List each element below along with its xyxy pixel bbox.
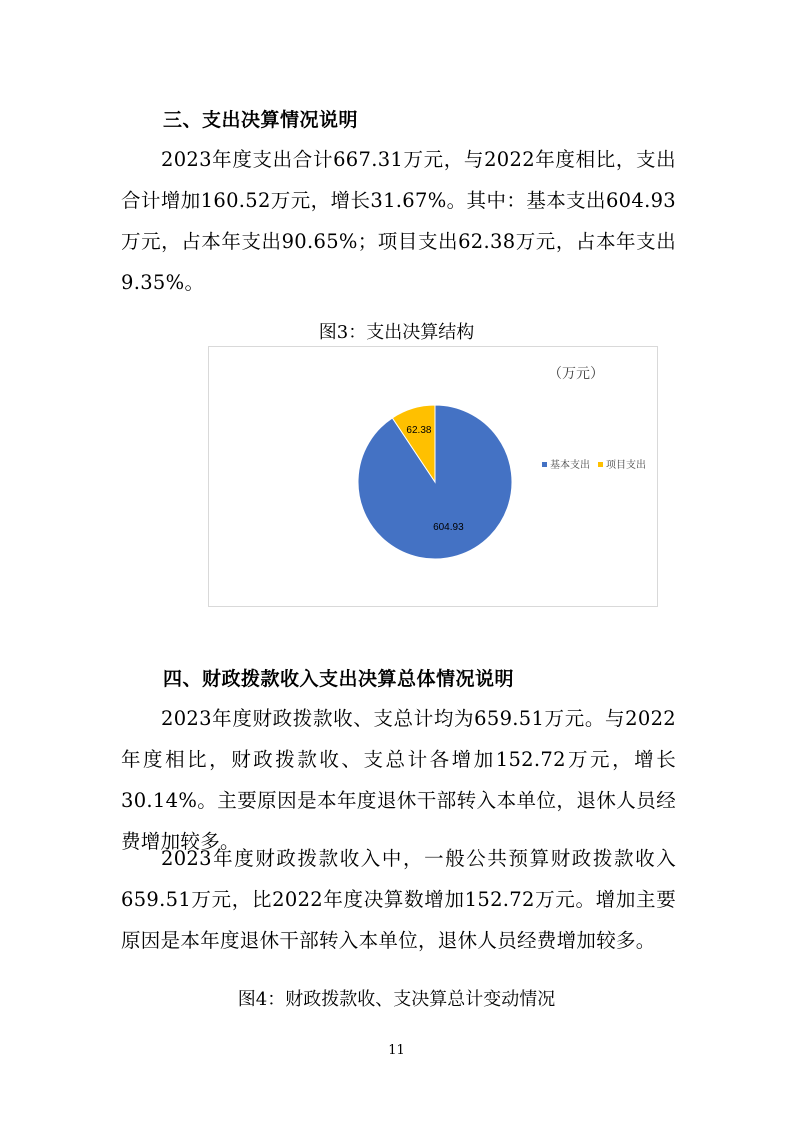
- page-number: 11: [388, 1043, 405, 1058]
- legend-label-project: 项目支出: [606, 460, 646, 471]
- figure-4-caption: 图4：财政拨款收、支决算总计变动情况: [237, 989, 556, 1010]
- section-4-heading: 四、财政拨款收入支出决算总体情况说明: [163, 668, 515, 690]
- legend-swatch-basic: [542, 462, 547, 467]
- pie-chart-svg: [209, 347, 659, 608]
- section-3-heading: 三、支出决算情况说明: [163, 109, 359, 131]
- pie-slices: [358, 405, 512, 559]
- figure-3-caption: 图3：支出决算结构: [318, 322, 475, 343]
- section-4-paragraph-1: 2023年度财政拨款收、支总计均为659.51万元。与2022年度相比，财政拨款收、支总计各增加152.72万元，增长30.14%。主要原因是本年度退休干部转入本单位，退休人员经费增加较多。: [121, 707, 676, 853]
- pie-data-label-project: 62.38: [406, 424, 432, 436]
- legend-label-basic: 基本支出: [550, 460, 590, 471]
- pie-data-label-basic: 604.93: [433, 522, 464, 534]
- section-4-paragraph-2: 2023年度财政拨款收入中，一般公共预算财政拨款收入659.51万元，比2022年度决算数增加152.72万元。增加主要原因是本年度退休干部转入本单位，退休人员经费增加较多。: [121, 847, 676, 952]
- legend-swatch-project: [598, 462, 603, 467]
- chart-legend: [542, 458, 646, 471]
- expenditure-structure-chart: [208, 346, 658, 607]
- section-3-paragraph: 2023年度支出合计667.31万元，与2022年度相比，支出合计增加160.52万元，增长31.67%。其中：基本支出604.93万元，占本年支出90.65%；项目支出62.38万元，占本年支出9.35%。: [121, 148, 676, 294]
- chart-unit-label: （万元）: [548, 365, 604, 381]
